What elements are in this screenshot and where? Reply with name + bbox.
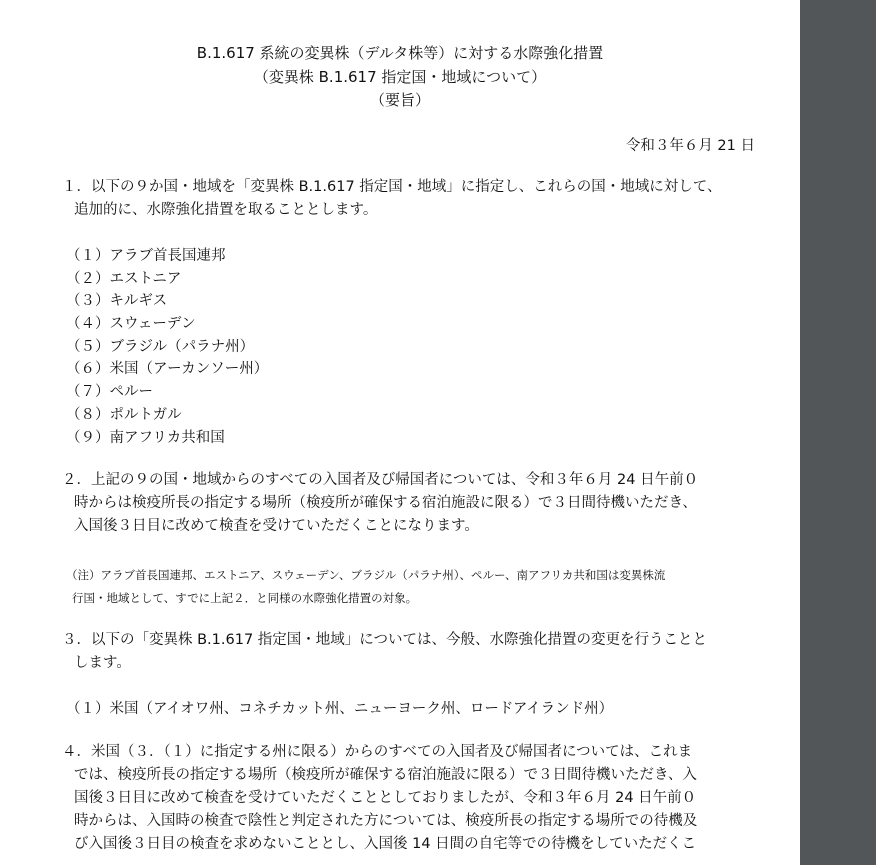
section-3-line: します。 bbox=[74, 655, 131, 671]
list-item: （１）米国（アイオワ州、コネチカット州、ニューヨーク州、ロードアイランド州） bbox=[66, 701, 614, 717]
list-item: （２）エストニア bbox=[66, 270, 182, 287]
note-line: 行国・地域として、すでに上記２．と同様の水際強化措置の対象。 bbox=[72, 591, 418, 605]
section-2 bbox=[62, 469, 698, 538]
list-item: （９）南アフリカ共和国 bbox=[66, 429, 225, 446]
document-subtitle: （変異株 B.1.617 指定国・地域について） bbox=[253, 68, 547, 86]
section-3-line: ３．以下の「変異株 B.1.617 指定国・地域」については、今般、水際強化措置の変更を行うことと bbox=[62, 632, 707, 648]
section-2-line: 時からは検疫所長の指定する場所（検疫所が確保する宿泊施設に限る）で３日間待機いただき、 bbox=[74, 495, 697, 511]
list-item: （１）アラブ首長国連邦 bbox=[66, 248, 226, 264]
document-date: 令和３年６月 21 日 bbox=[625, 138, 755, 154]
document-summary-label: （要旨） bbox=[369, 91, 430, 109]
section-4-line: では、検疫所長の指定する場所（検疫所が確保する宿泊施設に限る）で３日間待機いただき、入 bbox=[74, 767, 697, 783]
note-line: （注）アラブ首長国連邦、エストニア、スウェーデン、ブラジル（パラナ州）、ペルー、南アフリカ共和国は変異株流 bbox=[66, 568, 666, 582]
section-4-line: び入国後３日目の検査を求めないこととし、入国後 14 日間の自宅等での待機をしていただくこ bbox=[74, 836, 697, 852]
list-item: （４）スウェーデン bbox=[66, 316, 196, 333]
section-4-line: ４．米国（３．（１）に指定する州に限る）からのすべての入国者及び帰国者については、これま bbox=[62, 744, 693, 760]
note bbox=[66, 564, 665, 610]
list-item: （７）ペルー bbox=[66, 384, 153, 401]
section-1-line: 追加的に、水際強化措置を取ることとします。 bbox=[74, 202, 378, 218]
section-2-line: ２．上記の９の国・地域からのすべての入国者及び帰国者については、令和３年６月 24 日午前０ bbox=[62, 472, 699, 488]
section-3 bbox=[62, 629, 707, 675]
section-1-line: １．以下の９か国・地域を「変異株 B.1.617 指定国・地域」に指定し、これらの国・地域に対して、 bbox=[62, 179, 722, 195]
country-list bbox=[66, 245, 268, 449]
section-4-line: 時からは、入国時の検査で陰性と判定された方については、検疫所長の指定する場所での待機及 bbox=[74, 813, 698, 829]
list-item: （５）ブラジル（パラナ州） bbox=[66, 338, 255, 355]
section-1 bbox=[62, 176, 722, 222]
list-item: （３）キルギス bbox=[66, 293, 168, 310]
section-4-line: 国後３日目に改めて検査を受けていただくこととしておりましたが、令和３年６月 24 日午前０ bbox=[74, 790, 697, 806]
list-item: （８）ポルトガル bbox=[66, 406, 182, 423]
viewer-background bbox=[800, 0, 876, 865]
list-item: （６）米国（アーカンソー州） bbox=[66, 361, 269, 378]
section-2-line: 入国後３日目に改めて検査を受けていただくことになります。 bbox=[74, 518, 479, 534]
document-title: B.1.617 系統の変異株（デルタ株等）に対する水際強化措置 bbox=[196, 44, 604, 62]
section-4 bbox=[62, 741, 697, 856]
section-3-list bbox=[66, 698, 613, 721]
